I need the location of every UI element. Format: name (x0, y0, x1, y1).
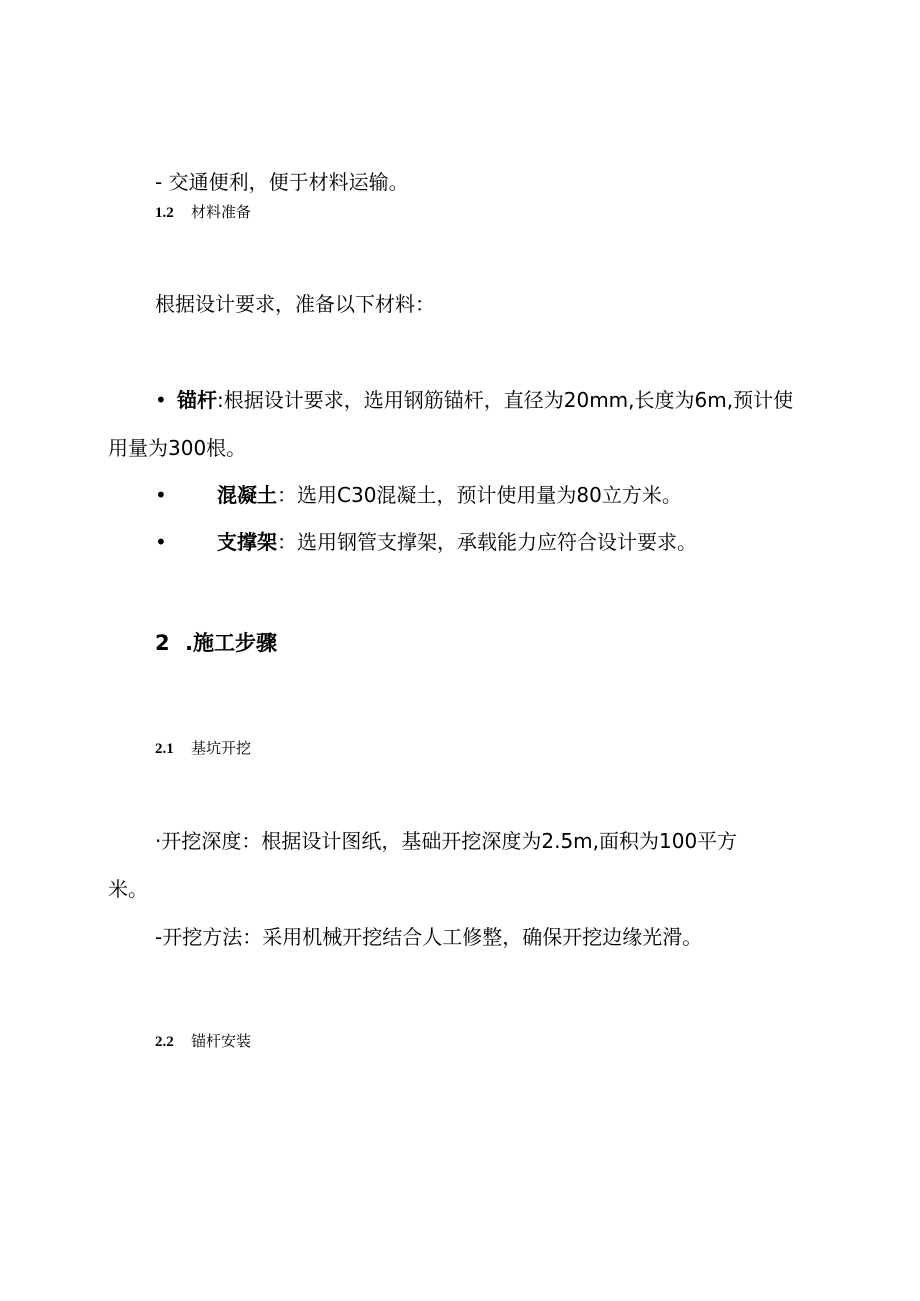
section-heading-1-2 (155, 203, 251, 222)
item-term: 锚杆 (177, 388, 217, 412)
item-text: ：选用C30混凝土，预计使用量为80立方米。 (277, 483, 682, 507)
section-heading-2-2 (155, 1032, 251, 1051)
bullet-icon: • (155, 530, 167, 554)
section-title: 基坑开挖 (191, 739, 252, 757)
excavation-depth: ·开挖深度：根据设计图纸，基础开挖深度为2.5m,面积为100平方 (155, 829, 738, 853)
item-separator: : (217, 388, 224, 412)
section-heading-2 (155, 630, 277, 656)
list-item-concrete (155, 483, 682, 507)
excavation-depth-continuation: 米。 (108, 877, 148, 901)
bullet-icon: • (155, 388, 167, 412)
materials-intro: 根据设计要求，准备以下材料： (155, 292, 435, 316)
item-text: 根据设计要求，选用钢筋锚杆，直径为20mm,长度为6m,预计使 (223, 388, 794, 412)
excavation-method: -开挖方法：采用机械开挖结合人工修整，确保开挖边缘光滑。 (155, 925, 703, 949)
section-number: 2.2 (155, 1034, 174, 1050)
section-number: 2.1 (155, 741, 174, 757)
intro-line: - 交通便利，便于材料运输。 (155, 170, 409, 194)
section-title: 材料准备 (191, 203, 252, 221)
item-text: ：选用钢管支撑架，承载能力应符合设计要求。 (277, 530, 697, 554)
section-title: .施工步骤 (185, 631, 277, 655)
section-number: 2 (155, 631, 170, 655)
section-title: 锚杆安装 (191, 1032, 252, 1050)
item-term: 支撑架 (217, 530, 277, 554)
item-term: 混凝土 (217, 483, 277, 507)
list-item-anchor (155, 388, 793, 412)
list-item-support (155, 530, 697, 554)
section-number: 1.2 (155, 205, 174, 221)
list-item-anchor-continuation: 用量为300根。 (108, 436, 247, 460)
bullet-icon: • (155, 483, 167, 507)
section-heading-2-1 (155, 739, 251, 758)
